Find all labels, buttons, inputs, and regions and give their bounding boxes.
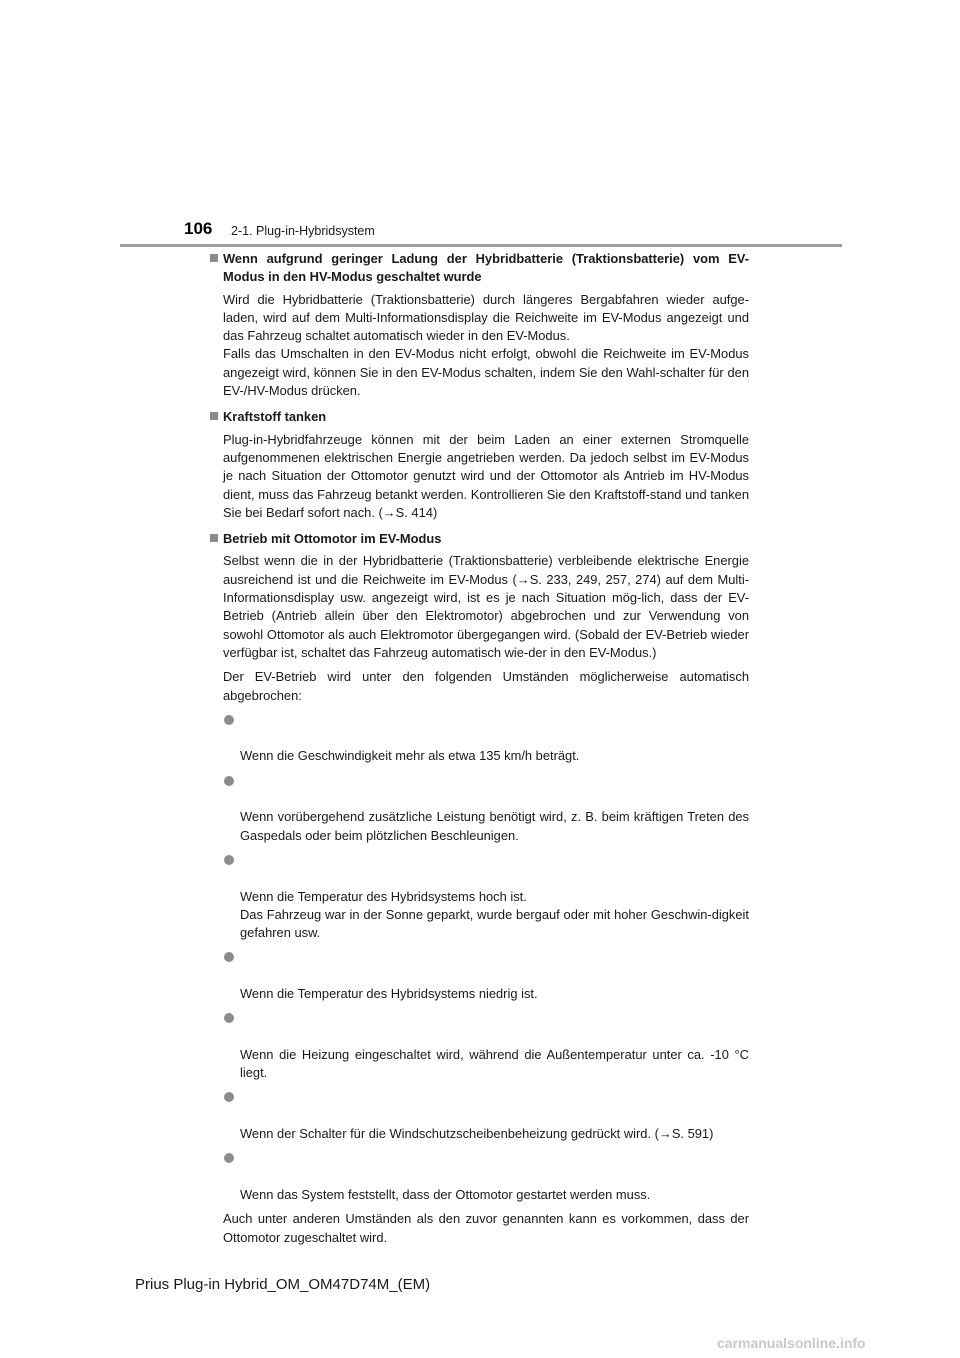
list-item-text: Wenn das System feststellt, dass der Ottomotor gestartet werden muss. xyxy=(240,1186,651,1202)
square-bullet-icon xyxy=(210,412,218,420)
heading-text: Betrieb mit Ottomotor im EV-Modus xyxy=(223,531,442,547)
circle-bullet-icon xyxy=(224,715,234,725)
section-heading xyxy=(209,408,749,426)
list-item xyxy=(209,1088,749,1143)
heading-text: Wenn aufgrund geringer Ladung der Hybridbatterie (Traktionsbatterie) vom EV-Modus in den HV-Modus geschaltet wurde xyxy=(223,251,749,285)
page-number: 106 xyxy=(184,219,213,238)
footer-model-code: Prius Plug-in Hybrid_OM_OM47D74M_(EM) xyxy=(135,1276,431,1293)
section-title: 2-1. Plug-in-Hybridsystem xyxy=(231,224,375,238)
square-bullet-icon xyxy=(210,534,218,542)
list-item-text: Wenn der Schalter für die Windschutzscheibenbeheizung gedrückt wird. (→S. 591) xyxy=(240,1126,714,1142)
paragraph: Der EV-Betrieb wird unter den folgenden Umständen möglicherweise automatisch abgebrochen: xyxy=(223,669,749,703)
list-item xyxy=(209,851,749,942)
circle-bullet-icon xyxy=(224,1153,234,1163)
section-ev-hv-switch xyxy=(209,250,749,400)
square-bullet-icon xyxy=(210,254,218,262)
closing-paragraph: Auch unter anderen Umständen als den zuvor genannten kann es vorkommen, dass der Ottomotor zugeschaltet wird. xyxy=(223,1211,749,1245)
list-item-text: Wenn vorübergehend zusätzliche Leistung benötigt wird, z. B. beim kräftigen Treten des Gaspedals oder beim plötzlichen Beschleunigen. xyxy=(240,809,749,843)
page-content xyxy=(209,250,749,1255)
list-item xyxy=(209,948,749,1003)
section-heading xyxy=(209,530,749,548)
section-refueling xyxy=(209,408,749,522)
paragraph: Selbst wenn die in der Hybridbatterie (Traktionsbatterie) verbleibende elektrische Energie ausreichend ist und die Reichweite im EV-Modus (→S. 233, 249, 257, 274) auf dem Multi-Informationsdisplay usw. angezeigt wird, ist es je nach Situation mög-lich, dass der EV-Betrieb (Antrieb allein über den Elektromotor) abgebrochen und zur Verwendung von sowohl Ottomotor als auch Elektromotor übergegangen wird. (Sobald der EV-Betrieb wieder verfügbar ist, schaltet das Fahrzeug automatisch wie-der in den EV-Modus.) xyxy=(223,553,749,660)
watermark: carmanualsonline.info xyxy=(717,1335,866,1351)
heading-text: Kraftstoff tanken xyxy=(223,409,327,425)
list-item-text: Wenn die Heizung eingeschaltet wird, während die Außentemperatur unter ca. -10 °C liegt. xyxy=(240,1046,749,1081)
list-item xyxy=(209,1009,749,1082)
list-item xyxy=(209,772,749,845)
list-item-text: Wenn die Temperatur des Hybridsystems hoch ist. Das Fahrzeug war in der Sonne geparkt, wurde bergauf oder mit hoher Geschwin-digkeit gefahren usw. xyxy=(240,888,749,941)
list-item-text: Wenn die Temperatur des Hybridsystems niedrig ist. xyxy=(240,985,538,1001)
circle-bullet-icon xyxy=(224,776,234,786)
list-item-text: Wenn die Geschwindigkeit mehr als etwa 135 km/h beträgt. xyxy=(240,748,580,764)
paragraph: Wird die Hybridbatterie (Traktionsbatterie) durch längeres Bergabfahren wieder aufge-laden, wird auf dem Multi-Informationsdisplay die Reichweite im EV-Modus angezeigt und das Fahrzeug schaltet automatisch wieder in den EV-Modus. Falls das Umschalten in den EV-Modus nicht erfolgt, obwohl die Reichweite im EV-Modus angezeigt wird, können Sie in den EV-Modus schalten, indem Sie den Wahl-schalter für den EV-/HV-Modus drücken. xyxy=(223,291,749,399)
paragraph: Plug-in-Hybridfahrzeuge können mit der beim Laden an einer externen Stromquelle aufgenommenen elektrischen Energie angetrieben werden. Da jedoch selbst im EV-Modus je nach Situation der Ottomotor genutzt wird und der Ottomotor als Antrieb im HV-Modus dient, muss das Fahrzeug betankt werden. Kontrollieren Sie den Kraftstoff-stand und tanken Sie bei Bedarf sofort nach. (→S. 414) xyxy=(223,431,749,520)
section-engine-in-ev-mode xyxy=(209,530,749,1247)
list-item xyxy=(209,1149,749,1204)
list-item xyxy=(209,711,749,766)
header-divider xyxy=(120,244,842,247)
circle-bullet-icon xyxy=(224,952,234,962)
circle-bullet-icon xyxy=(224,855,234,865)
circle-bullet-icon xyxy=(224,1092,234,1102)
section-heading xyxy=(209,250,749,287)
circle-bullet-icon xyxy=(224,1013,234,1023)
